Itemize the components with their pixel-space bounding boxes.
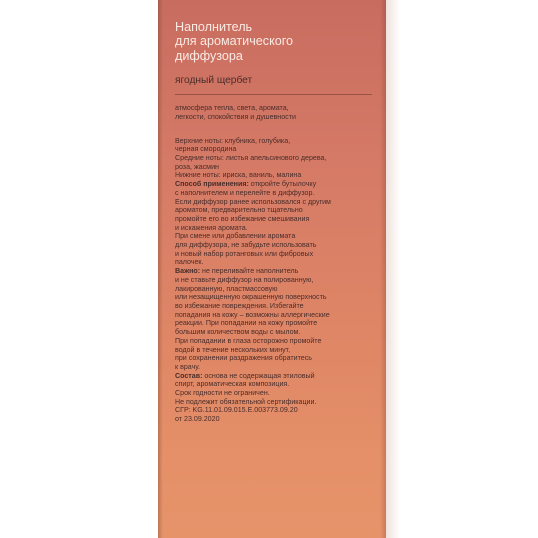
usage-label: Способ применения: bbox=[175, 180, 249, 189]
package-side-edge bbox=[386, 0, 400, 538]
refill-note: При смене или добавлении аромата для диффузора, не забудьте использовать и новый набор ротанговых или фибровых палочек. bbox=[175, 232, 317, 267]
warning-label: Важно: bbox=[175, 267, 201, 276]
warning-section bbox=[175, 267, 375, 371]
fragrance-notes: Верхние ноты: клубника, голубика, черная смородина Средние ноты: листья апельсинового дерева, роза, жасмин Нижние ноты: ириска, ваниль, малина bbox=[175, 136, 327, 180]
composition-section bbox=[175, 372, 375, 424]
divider-line bbox=[175, 94, 372, 95]
package-copy bbox=[175, 20, 375, 424]
fragrance-name: ягодный щербет bbox=[175, 75, 253, 87]
product-title: Наполнитель для ароматического диффузора bbox=[175, 20, 294, 63]
composition-label: Состав: bbox=[175, 371, 203, 380]
composition-text: основа не содержащая этиловый спирт, ароматическая композиция. Срок годности не ограничен. Не подлежит обязательной сертификации. СГР: KG.11.01.09.015.Е.003773.09.20 от 23.09.2020 bbox=[175, 371, 317, 424]
package-panel bbox=[158, 0, 386, 538]
fragrance-tagline: атмосфера тепла, света, аромата, легкости, спокойствия и душевности bbox=[175, 104, 296, 121]
usage-instructions bbox=[175, 180, 375, 232]
warning-text: не переливайте наполнитель и не ставьте диффузор на полированную, лакированную, пластмассовую или незащищенную окрашенную поверхность во избежание повреждения. Избегайте попадания на кожу – возможны аллергические реакции. При попадании на кожу промойте большим количеством воды с мылом. При попадании в глаза осторожно промойте водой в течение нескольких минут, при сохранении раздражения обратитесь к врачу. bbox=[175, 267, 330, 371]
usage-text: откройте бутылочку с наполнителем и перелейте в диффузор. Если диффузор ранее использовался с другим ароматом, предварительно тщательно промойте его во избежание смешивания и искажения аромата. bbox=[175, 180, 331, 232]
